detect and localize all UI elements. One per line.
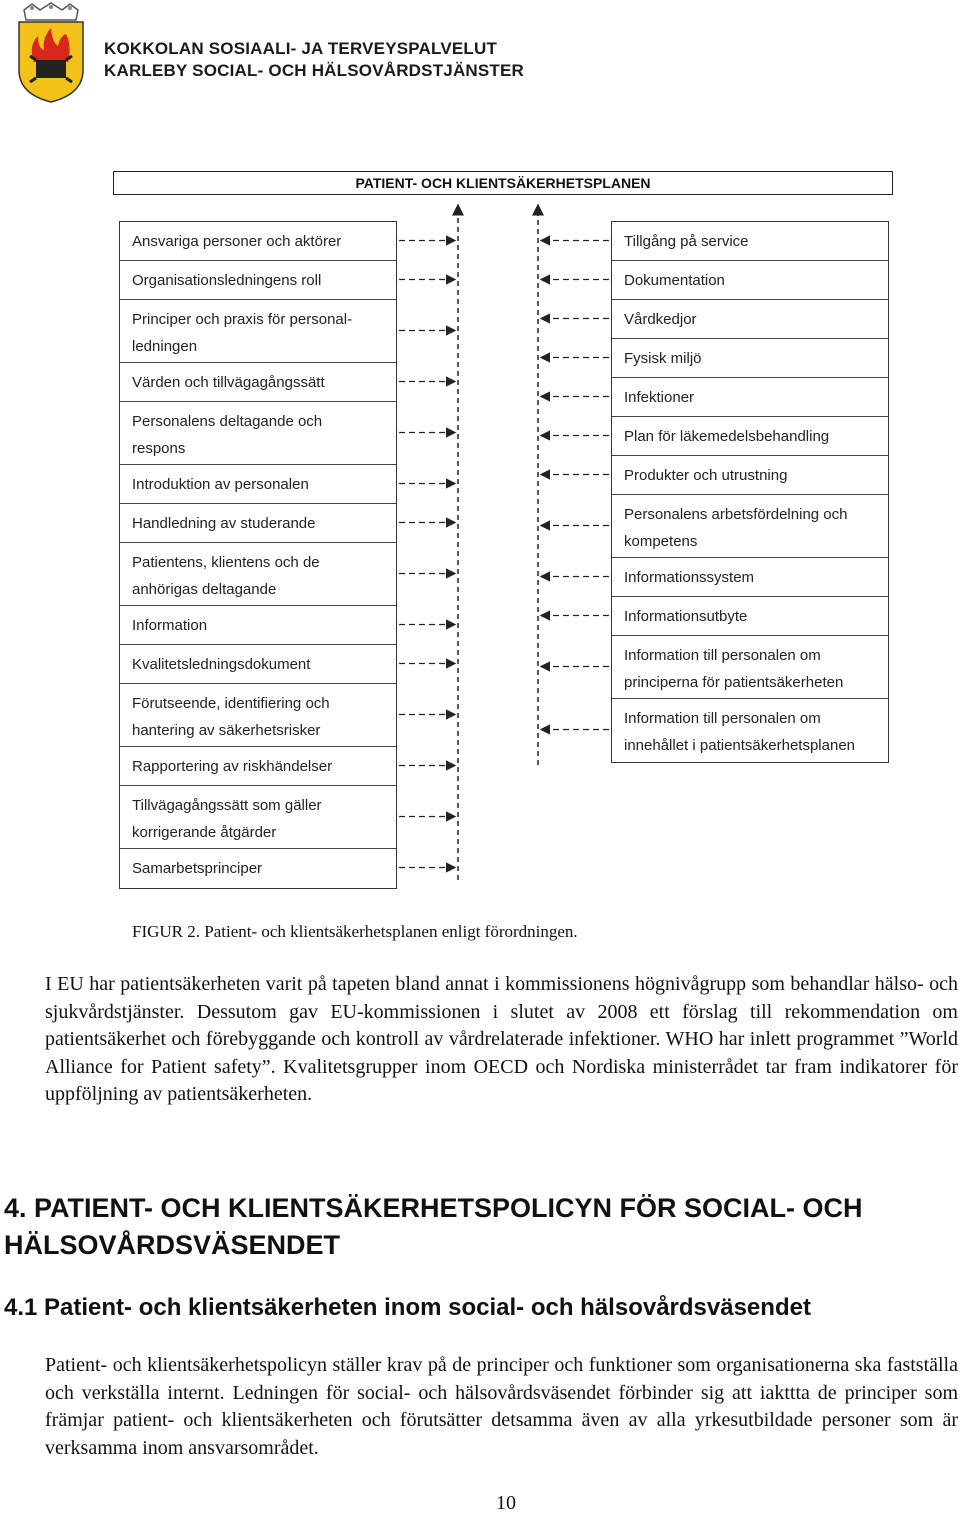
- plan-item-text: Fysisk miljö: [624, 350, 702, 367]
- plan-item-text: Tillvägagångssätt som gäller: [132, 797, 322, 814]
- plan-item-text: Produkter och utrustning: [624, 467, 788, 484]
- plan-item-text: Infektioner: [624, 389, 695, 406]
- right-column: [611, 221, 889, 763]
- left-plan-item: [120, 606, 396, 645]
- paragraph-policy: Patient- och klientsäkerhetspolicyn ställer krav på de principer och funktioner som organisationerna ska fastställa och verkställa internt. Ledningen för social- och hälsovårdsväsendet förbinder sig att iakttta de principer som främjar patient- och klientsäkerheten och förutsätter detsamma även av alla yrkesutbildade personer som är verksamma inom ansvarsområdet.: [45, 1354, 958, 1459]
- plan-item-text: innehållet i patientsäkerhetsplanen: [624, 737, 855, 754]
- plan-item-text: Information: [132, 617, 208, 634]
- left-plan-item: [120, 645, 396, 684]
- plan-title: PATIENT- OCH KLIENTSÄKERHETSPLANEN: [113, 171, 893, 195]
- plan-item-text: Plan för läkemedelsbehandling: [624, 428, 830, 445]
- plan-item-text: Information till personalen om: [624, 710, 821, 727]
- plan-item-text: Personalens deltagande och: [132, 413, 323, 430]
- plan-item-text: ledningen: [132, 338, 198, 355]
- plan-item-text: Personalens arbetsfördelning och: [624, 506, 848, 523]
- right-plan-item: [612, 495, 888, 558]
- plan-item-text: respons: [132, 440, 186, 457]
- right-plan-item: [612, 636, 888, 699]
- plan-item-text: Samarbetsprinciper: [132, 860, 263, 877]
- plan-item-text: Ansvariga personer och aktörer: [132, 233, 342, 250]
- left-column: [119, 221, 397, 889]
- left-plan-item: [120, 747, 396, 786]
- plan-item-text: Rapportering av riskhändelser: [132, 758, 333, 775]
- plan-item-text: Organisationsledningens roll: [132, 272, 322, 289]
- left-plan-item: [120, 363, 396, 402]
- paragraph-eu: I EU har patientsäkerheten varit på tapeten bland annat i kommissionens högnivågrupp som behandlar hälso- och sjukvårdstjänster. Dessutom gav EU-kommissionen i slutet av 2008 ett förslag till rekommendation om patientsäkerhet och förebyggande och kontroll av vårdrelaterade infektioner. WHO har inlett programmet ”World Alliance for Patient safety”. Kvalitetsgrupper inom OECD och Nordiska ministerrådet tar fram indikatorer för uppföljning av patientsäkerheten.: [45, 973, 958, 1105]
- plan-item-text: Information till personalen om: [624, 647, 821, 664]
- right-plan-item: [612, 699, 888, 762]
- left-plan-item: [120, 222, 396, 261]
- plan-item-text: korrigerande åtgärder: [132, 824, 277, 841]
- right-plan-item: [612, 261, 888, 300]
- plan-item-text: Introduktion av personalen: [132, 476, 309, 493]
- plan-item-text: Informationssystem: [624, 569, 755, 586]
- right-plan-item: [612, 597, 888, 636]
- left-plan-item: [120, 849, 396, 888]
- plan-item-text: Kvalitetsledningsdokument: [132, 656, 311, 673]
- right-plan-item: [612, 456, 888, 495]
- left-plan-item: [120, 504, 396, 543]
- left-plan-item: [120, 543, 396, 606]
- figure-caption: FIGUR 2. Patient- och klientsäkerhetsplanen enligt förordningen.: [132, 922, 578, 941]
- left-plan-item: [120, 786, 396, 849]
- left-plan-item: [120, 261, 396, 300]
- right-plan-item: [612, 417, 888, 456]
- plan-item-text: Värden och tillvägagångssätt: [132, 374, 325, 391]
- right-plan-item: [612, 339, 888, 378]
- organization-name-swedish: KARLEBY SOCIAL- OCH HÄLSOVÅRDSTJÄNSTER: [104, 61, 525, 80]
- plan-item-text: anhörigas deltagande: [132, 581, 277, 598]
- plan-item-text: Förutseende, identifiering och: [132, 695, 330, 712]
- right-plan-item: [612, 222, 888, 261]
- plan-item-text: Patientens, klientens och de: [132, 554, 320, 571]
- plan-item-text: Principer och praxis för personal-: [132, 311, 353, 328]
- left-plan-item: [120, 684, 396, 747]
- plan-item-text: Informationsutbyte: [624, 608, 748, 625]
- page-number: 10: [496, 1492, 516, 1514]
- section-heading: 4. PATIENT- OCH KLIENTSÄKERHETSPOLICYN FÖR SOCIAL- OCH HÄLSOVÅRDSVÄSENDET: [4, 1193, 863, 1260]
- left-plan-item: [120, 465, 396, 504]
- subsection-heading: 4.1 Patient- och klientsäkerheten inom social- och hälsovårdsväsendet: [4, 1294, 811, 1321]
- right-plan-item: [612, 300, 888, 339]
- right-plan-item: [612, 378, 888, 417]
- plan-item-text: Dokumentation: [624, 272, 725, 289]
- right-plan-item: [612, 558, 888, 597]
- left-plan-item: [120, 402, 396, 465]
- plan-item-text: kompetens: [624, 533, 698, 550]
- plan-item-text: hantering av säkerhetsrisker: [132, 722, 321, 739]
- plan-item-text: principerna för patientsäkerheten: [624, 674, 844, 691]
- plan-item-text: Vårdkedjor: [624, 311, 697, 328]
- organization-name-finnish: KOKKOLAN SOSIAALI- JA TERVEYSPALVELUT: [104, 39, 498, 58]
- left-plan-item: [120, 300, 396, 363]
- plan-item-text: Tillgång på service: [624, 233, 749, 250]
- plan-item-text: Handledning av studerande: [132, 515, 316, 532]
